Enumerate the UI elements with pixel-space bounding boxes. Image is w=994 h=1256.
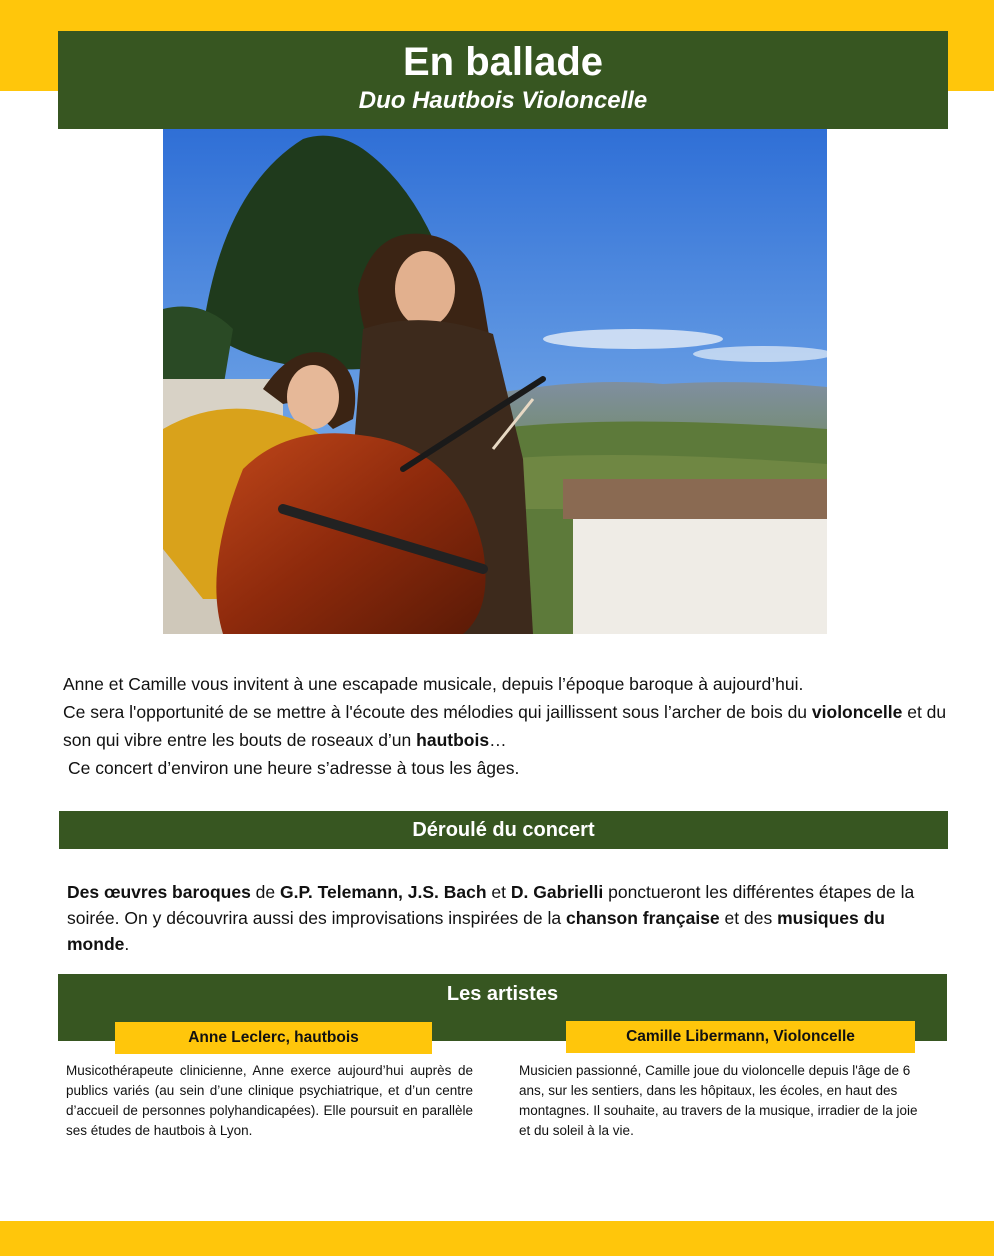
- artist-bio-anne: Musicothérapeute clinicienne, Anne exerce aujourd’hui auprès de publics variés (au sein d’une clinique psychiatrique, et d’un centre d’accueil de personnes polyhandicapées). Elle poursuit en parallèle ses études de hautbois à Lyon.: [66, 1063, 473, 1138]
- program-run: ponctueront les différentes étapes de la soirée. On y découvrira aussi des improvisations inspirées de la: [67, 882, 915, 928]
- program-text: [67, 879, 947, 957]
- artist-name-camille: Camille Libermann, Violoncelle: [566, 1021, 915, 1053]
- title-banner: [58, 31, 948, 129]
- artist-name-anne: Anne Leclerc, hautbois: [115, 1022, 432, 1054]
- intro-text-run: …: [489, 730, 507, 750]
- duo-photo: [163, 129, 827, 634]
- program-run: et des: [719, 908, 778, 928]
- program-bold: D. Gabrielli: [510, 882, 604, 902]
- section-heading-deroule: Déroulé du concert: [59, 811, 948, 849]
- intro-bold-hautbois: hautbois: [416, 730, 490, 750]
- program-run: et: [486, 882, 511, 902]
- program-run: de: [250, 882, 281, 902]
- intro-line-1: Anne et Camille vous invitent à une escapade musicale, depuis l’époque baroque à aujourd’hui.: [63, 674, 804, 694]
- program-bold: chanson française: [565, 908, 720, 928]
- section-heading-artists: Les artistes: [446, 983, 559, 1005]
- intro-line-3: Ce concert d’environ une heure s’adresse à tous les âges.: [68, 758, 520, 778]
- program-bold: G.P. Telemann, J.S. Bach: [280, 882, 487, 902]
- intro-text-run: Ce sera l'opportunité de se mettre à l'écoute des mélodies qui jaillissent sous l’archer de bois du: [63, 702, 812, 722]
- intro-line-2: [63, 698, 953, 754]
- program-bold: Des œuvres baroques: [67, 882, 251, 902]
- program-run: .: [124, 934, 130, 954]
- page-subtitle: Duo Hautbois Violoncelle: [358, 87, 648, 114]
- intro-text: [63, 670, 953, 782]
- program-paragraph: [67, 879, 947, 957]
- program-bold: musiques du monde: [67, 908, 885, 954]
- intro-bold-violoncelle: violoncelle: [811, 702, 903, 722]
- page-title: En ballade: [402, 40, 604, 84]
- artist-bio-camille: Musicien passionné, Camille joue du violoncelle depuis l'âge de 6 ans, sur les sentiers, dans les hôpitaux, les écoles, en haut des montagnes. Il souhaite, au travers de la musique, irradier de la joie et du soleil à la vie.: [519, 1063, 918, 1138]
- bottom-yellow-band: [0, 1221, 994, 1256]
- intro-text-run: et du son qui vibre entre les bouts de roseaux d’un: [63, 702, 947, 750]
